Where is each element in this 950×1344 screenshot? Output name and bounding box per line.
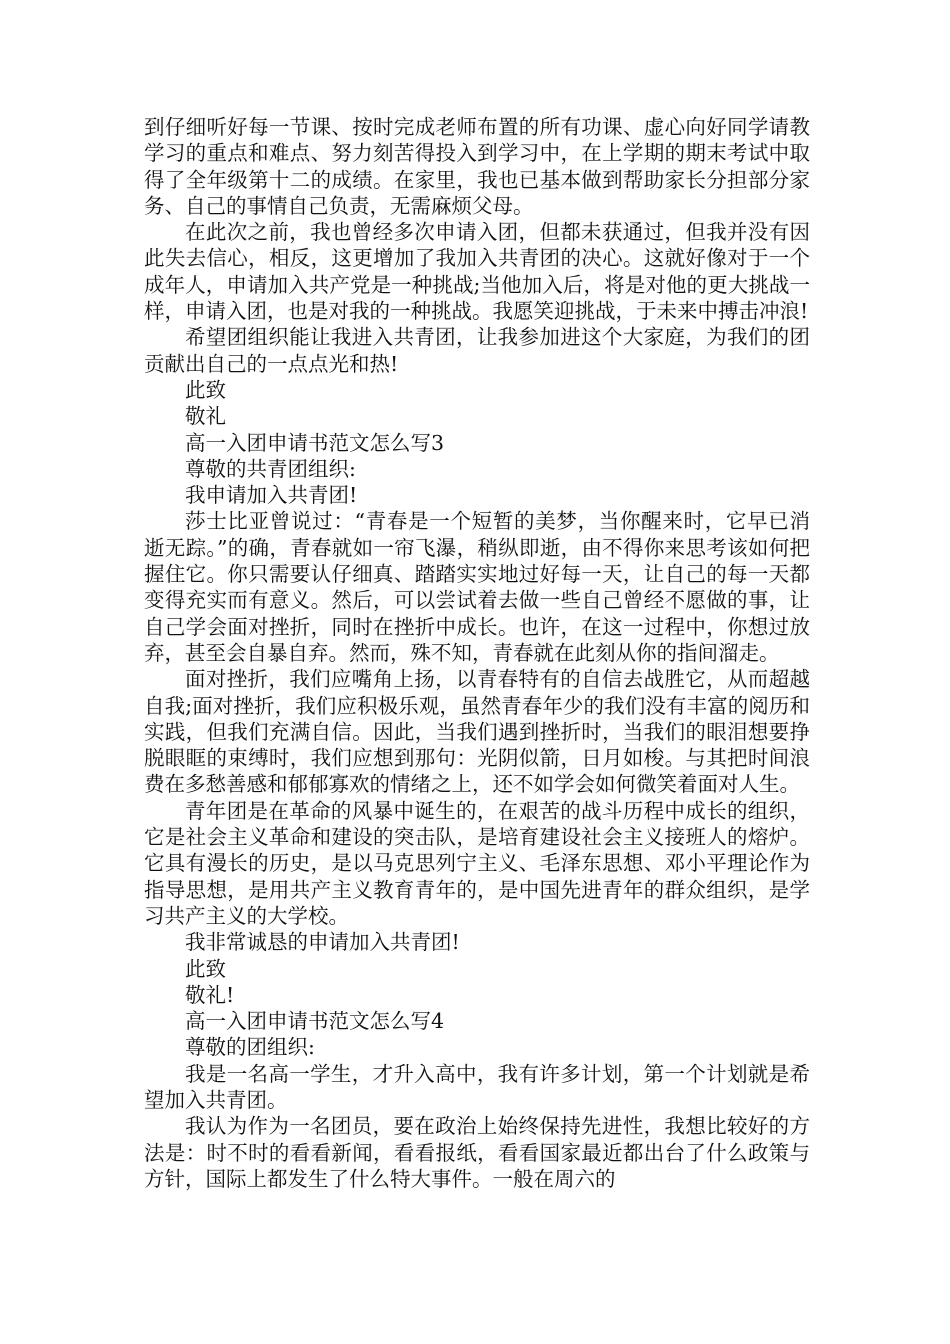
- greeting: 尊敬的团组织:: [185, 1035, 315, 1060]
- paragraph: 我申请加入共青团!: [185, 483, 358, 508]
- paragraph: 我认为作为一名团员，要在政治上始终保持先进性，我想比较好的方法是：时不时的看看新闻，看看报纸，看看国家最近都出台了什么政策与方针，国际上都发生了什么特大事件。一般在周六的: [144, 1114, 810, 1191]
- closing-salutation: 此致: [185, 956, 226, 981]
- document-page: [144, 114, 810, 1192]
- greeting: 尊敬的共青团组织:: [185, 456, 356, 481]
- section-heading: 高一入团申请书范文怎么写3: [185, 430, 445, 455]
- paragraph: 面对挫折，我们应嘴角上扬，以青春特有的自信去战胜它，从而超越自我;面对挫折，我们应积极乐观，虽然青春年少的我们没有丰富的阅历和实践，但我们充满自信。因此，当我们遇到挫折时，当我们的眼泪想要挣脱眼眶的束缚时，我们应想到那句：光阴似箭，日月如梭。与其把时间浪费在多愁善感和郁郁寡欢的情绪之上，还不如学会如何微笑着面对人生。: [144, 667, 810, 797]
- paragraph: 青年团是在革命的风暴中诞生的，在艰苦的战斗历程中成长的组织，它是社会主义革命和建设的突击队，是培育建设社会主义接班人的熔炉。它具有漫长的历史，是以马克思列宁主义、毛泽东思想、邓小平理论作为指导思想，是用共产主义教育青年的，是中国先进青年的群众组织，是学习共产主义的大学校。: [144, 798, 810, 928]
- section-heading: 高一入团申请书范文怎么写4: [185, 1009, 445, 1034]
- paragraph: 在此次之前，我也曾经多次申请入团，但都未获通过，但我并没有因此失去信心，相反，这更增加了我加入共青团的决心。这就好像对于一个成年人，申请加入共产党是一种挑战;当他加入后，将是对他的更大挑战一样，申请入团，也是对我的一种挑战。我愿笑迎挑战，于未来中搏击冲浪!: [144, 220, 810, 324]
- paragraph: 我非常诚恳的申请加入共青团!: [185, 930, 460, 955]
- closing-salutation: 此致: [185, 377, 226, 402]
- closing-regards: 敬礼!: [185, 982, 235, 1007]
- paragraph: 莎士比亚曾说过：“青春是一个短暂的美梦，当你醒来时，它早已消逝无踪。”的确，青春就如一帘飞瀑，稍纵即逝，由不得你来思考该如何把握住它。你只需要认仔细真、踏踏实实地过好每一天，让自己的每一天都变得充实而有意义。然后，可以尝试着去做一些自己曾经不愿做的事，让自己学会面对挫折，同时在挫折中成长。也许，在这一过程中，你想过放弃，甚至会自暴自弃。然而，殊不知，青春就在此刻从你的指间溜走。: [144, 509, 810, 665]
- paragraph: 我是一名高一学生，才升入高中，我有许多计划，第一个计划就是希望加入共青团。: [144, 1061, 810, 1112]
- closing-regards: 敬礼: [185, 404, 226, 429]
- paragraph-continuation: 到仔细听好每一节课、按时完成老师布置的所有功课、虚心向好同学请教学习的重点和难点、努力刻苦得投入到学习中，在上学期的期末考试中取得了全年级第十二的成绩。在家里，我也已基本做到帮助家长分担部分家务、自己的事情自己负责，无需麻烦父母。: [144, 115, 810, 218]
- paragraph: 希望团组织能让我进入共青团，让我参加进这个大家庭，为我们的团贡献出自己的一点点光和热!: [144, 325, 810, 376]
